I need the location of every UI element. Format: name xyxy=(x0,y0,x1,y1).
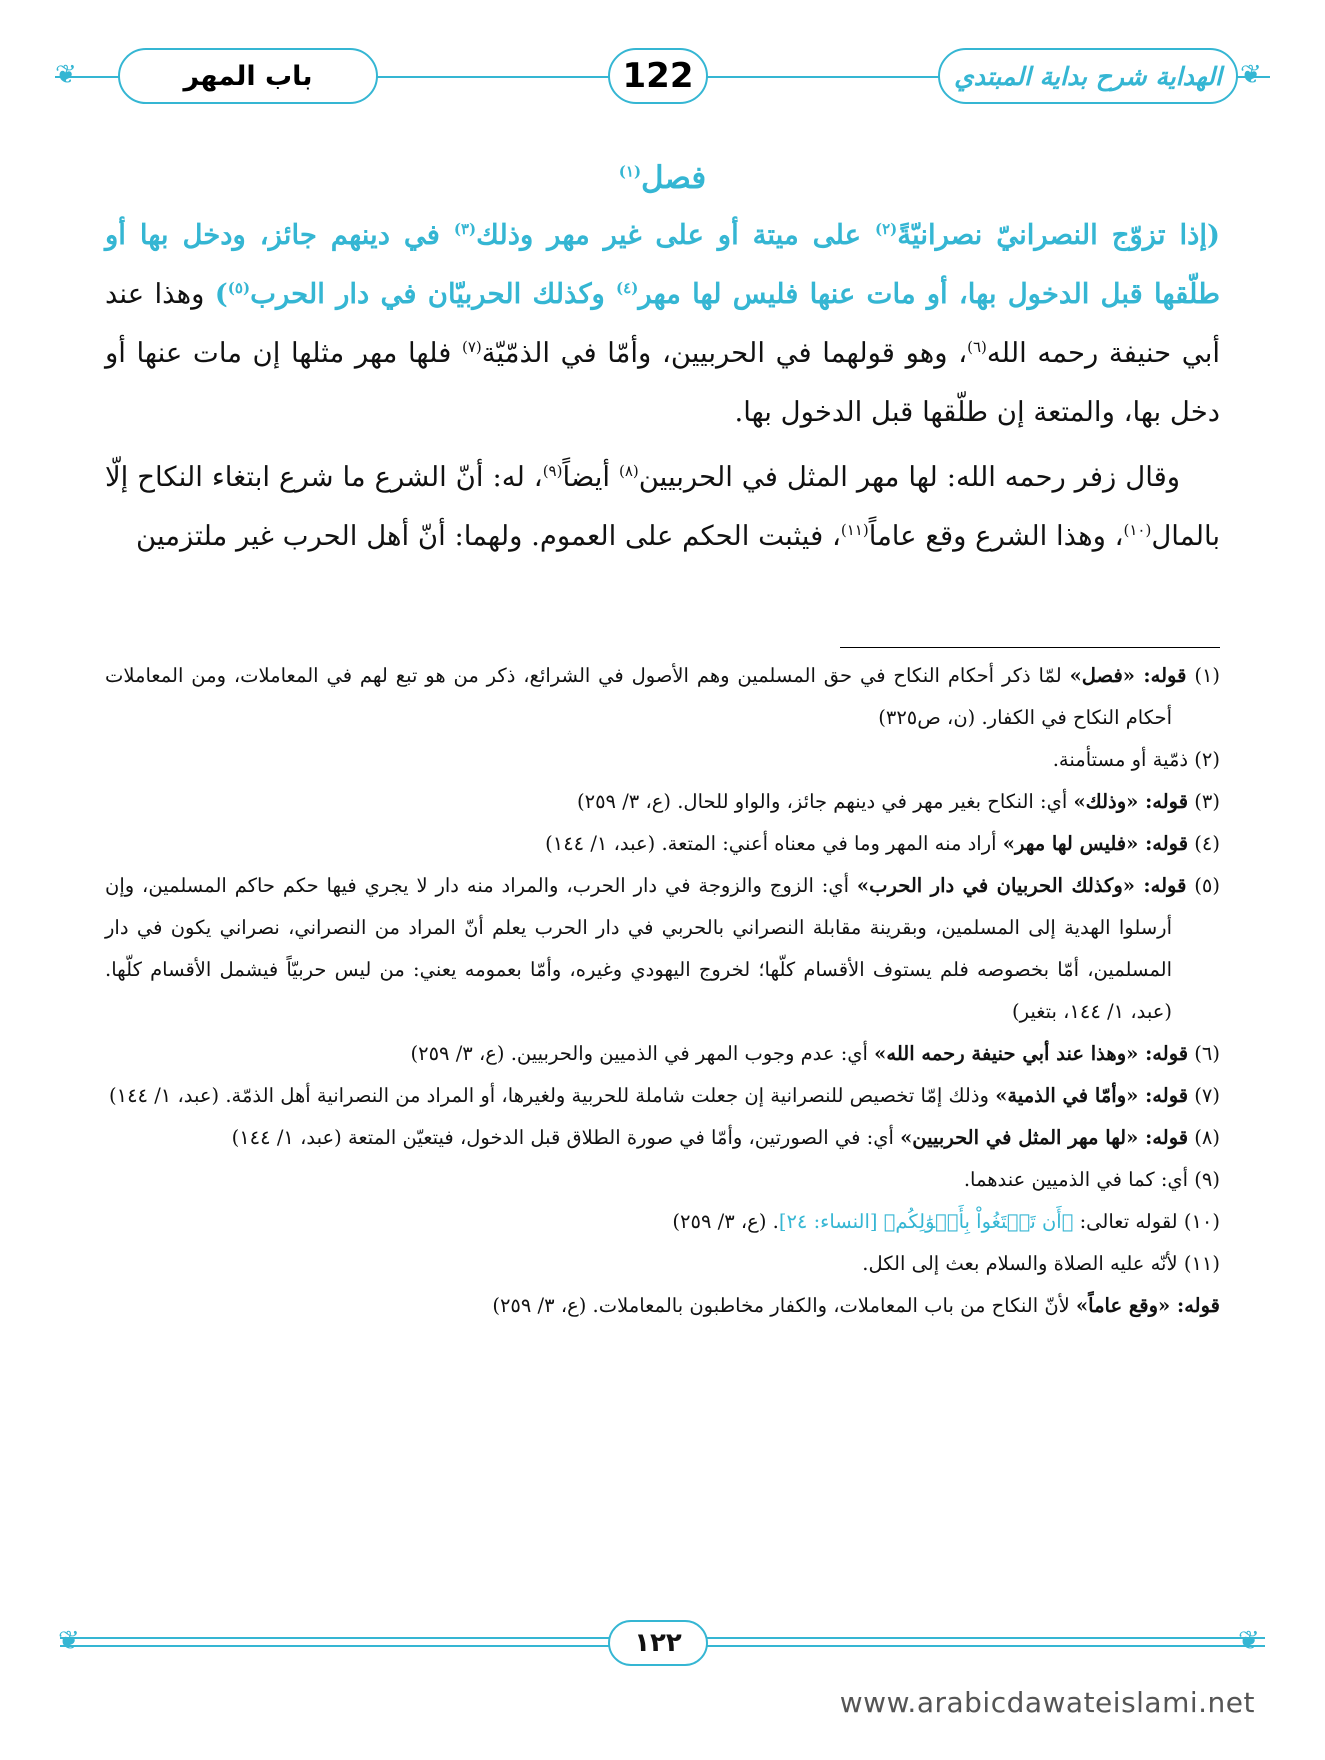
footnote-6: (٦) قوله: «وهذا عند أبي حنيفة رحمه الله» أي: عدم وجوب المهر في الذميين والحربيين. (ع، ٣/ ٢٥٩) xyxy=(410,1042,1220,1065)
book-title: الهداية شرح بداية المبتدي xyxy=(954,61,1222,91)
footnote-4: (٤) قوله: «فليس لها مهر» أراد منه المهر وما في معناه أعني: المتعة. (عبد، ١/ ١٤٤) xyxy=(545,832,1220,855)
page-number-box xyxy=(608,48,708,104)
footnote-1: (١) قوله: «فصل» لمّا ذكر أحكام النكاح في حق المسلمين وهم الأصول في الشرائع، ذكر من هو تبع لهم في المعاملات، ومن المعاملات أحكام النكاح في الكفار. (ن، ص٣٢٥) xyxy=(105,664,1221,729)
page-number: 122 xyxy=(622,56,694,96)
website-url: www.arabicdawateislami.net xyxy=(839,1686,1255,1719)
footnote-7: (٧) قوله: «وأمّا في الذمية» وذلك إمّا تخصيص للنصرانية إن جعلت شاملة للحربية ولغيرها، أو المراد من النصرانية أهل الذمّة. (عبد، ١/ ١٤٤) xyxy=(108,1084,1220,1107)
footer-right-ornament-icon: ❦ xyxy=(1238,1626,1260,1656)
paragraph-2: وقال زفر رحمه الله: لها مهر المثل في الحربيين$^{(٨)}$ أيضاً$^{(٩)}$، له: أنّ الشرع ما شرع ابتغاء النكاح إلّا بالمال$^{(١٠)}$، وهذا الشرع وقع عاماً$^{(١١)}$، فيثبت الحكم على العموم. ولهما: أنّ أهل الحرب غير ملتزمين xyxy=(105,461,1220,552)
section-heading: فصل$^{(١)}$ xyxy=(618,160,707,196)
footnote-10: (١٠) لقوله تعالى: ﴿أَن تَبۡتَغُواْ بِأَمۡوَٰلِكُم﴾ [النساء: ٢٤]. (ع، ٣/ ٢٥٩) xyxy=(672,1210,1220,1233)
main-text xyxy=(105,160,1220,566)
footnote-2: (٢) ذمّية أو مستأمنة. xyxy=(1052,748,1220,771)
chapter-title-box xyxy=(118,48,378,104)
footnote-12: قوله: «وقع عاماً» لأنّ النكاح من باب المعاملات، والكفار مخاطبون بالمعاملات. (ع، ٣/ ٢٥٩) xyxy=(492,1294,1220,1317)
footer-left-ornament-icon: ❦ xyxy=(58,1626,80,1656)
right-ornament-icon: ❦ xyxy=(1240,60,1262,90)
chapter-title: باب المهر xyxy=(183,60,313,92)
book-title-box xyxy=(938,48,1238,104)
footnote-separator xyxy=(840,647,1220,648)
footnote-9: (٩) أي: كما في الذميين عندهما. xyxy=(963,1168,1220,1191)
footer-page-number: ١٢٢ xyxy=(634,1628,682,1658)
footnotes xyxy=(105,655,1220,1327)
left-ornament-icon: ❦ xyxy=(55,60,77,90)
footnote-3: (٣) قوله: «وذلك» أي: النكاح بغير مهر في دينهم جائز، والواو للحال. (ع، ٣/ ٢٥٩) xyxy=(576,790,1220,813)
footer-page-number-box xyxy=(608,1620,708,1666)
footnote-8: (٨) قوله: «لها مهر المثل في الحربيين» أي: في الصورتين، وأمّا في صورة الطلاق قبل الدخول، فيتعيّن المتعة (عبد، ١/ ١٤٤) xyxy=(231,1126,1220,1149)
footnote-5: (٥) قوله: «وكذلك الحربيان في دار الحرب» أي: الزوج والزوجة في دار الحرب، والمراد منه دار لا يجري فيها حكم حاكم المسلمين، وإن أرسلوا الهدية إلى المسلمين، وبقرينة مقابلة النصراني بالحربي في دار الحرب يعلم أنّ المراد من النصراني، نصراني يكون في دار المسلمين، أمّا بخصوصه فلم يستوف الأقسام كلّها؛ لخروج اليهودي وغيره، وأمّا بعمومه يعني: من ليس حربيّاً فيشمل الأقسام كلّها. (عبد، ١/ ١٤٤، بتغير) xyxy=(105,874,1220,1023)
paragraph-1: (إذا تزوّج النصرانيّ نصرانيّةً$^{(٢)}$ على ميتة أو على غير مهر وذلك$^{(٣)}$ في دينهم جائز، ودخل بها أو طلّقها قبل الدخول بها، أو مات عنها فليس لها مهر$^{(٤)}$ وكذلك الحربيّان في دار الحرب$^{(٥)}$) وهذا عند أبي حنيفة رحمه الله$^{(٦)}$، وهو قولهما في الحربيين، وأمّا في الذمّيّة$^{(٧)}$ فلها مهر مثلها إن مات عنها أو دخل بها، والمتعة إن طلّقها قبل الدخول بها. xyxy=(105,219,1221,428)
footnote-11: (١١) لأنّه عليه الصلاة والسلام بعث إلى الكل. xyxy=(862,1252,1220,1275)
